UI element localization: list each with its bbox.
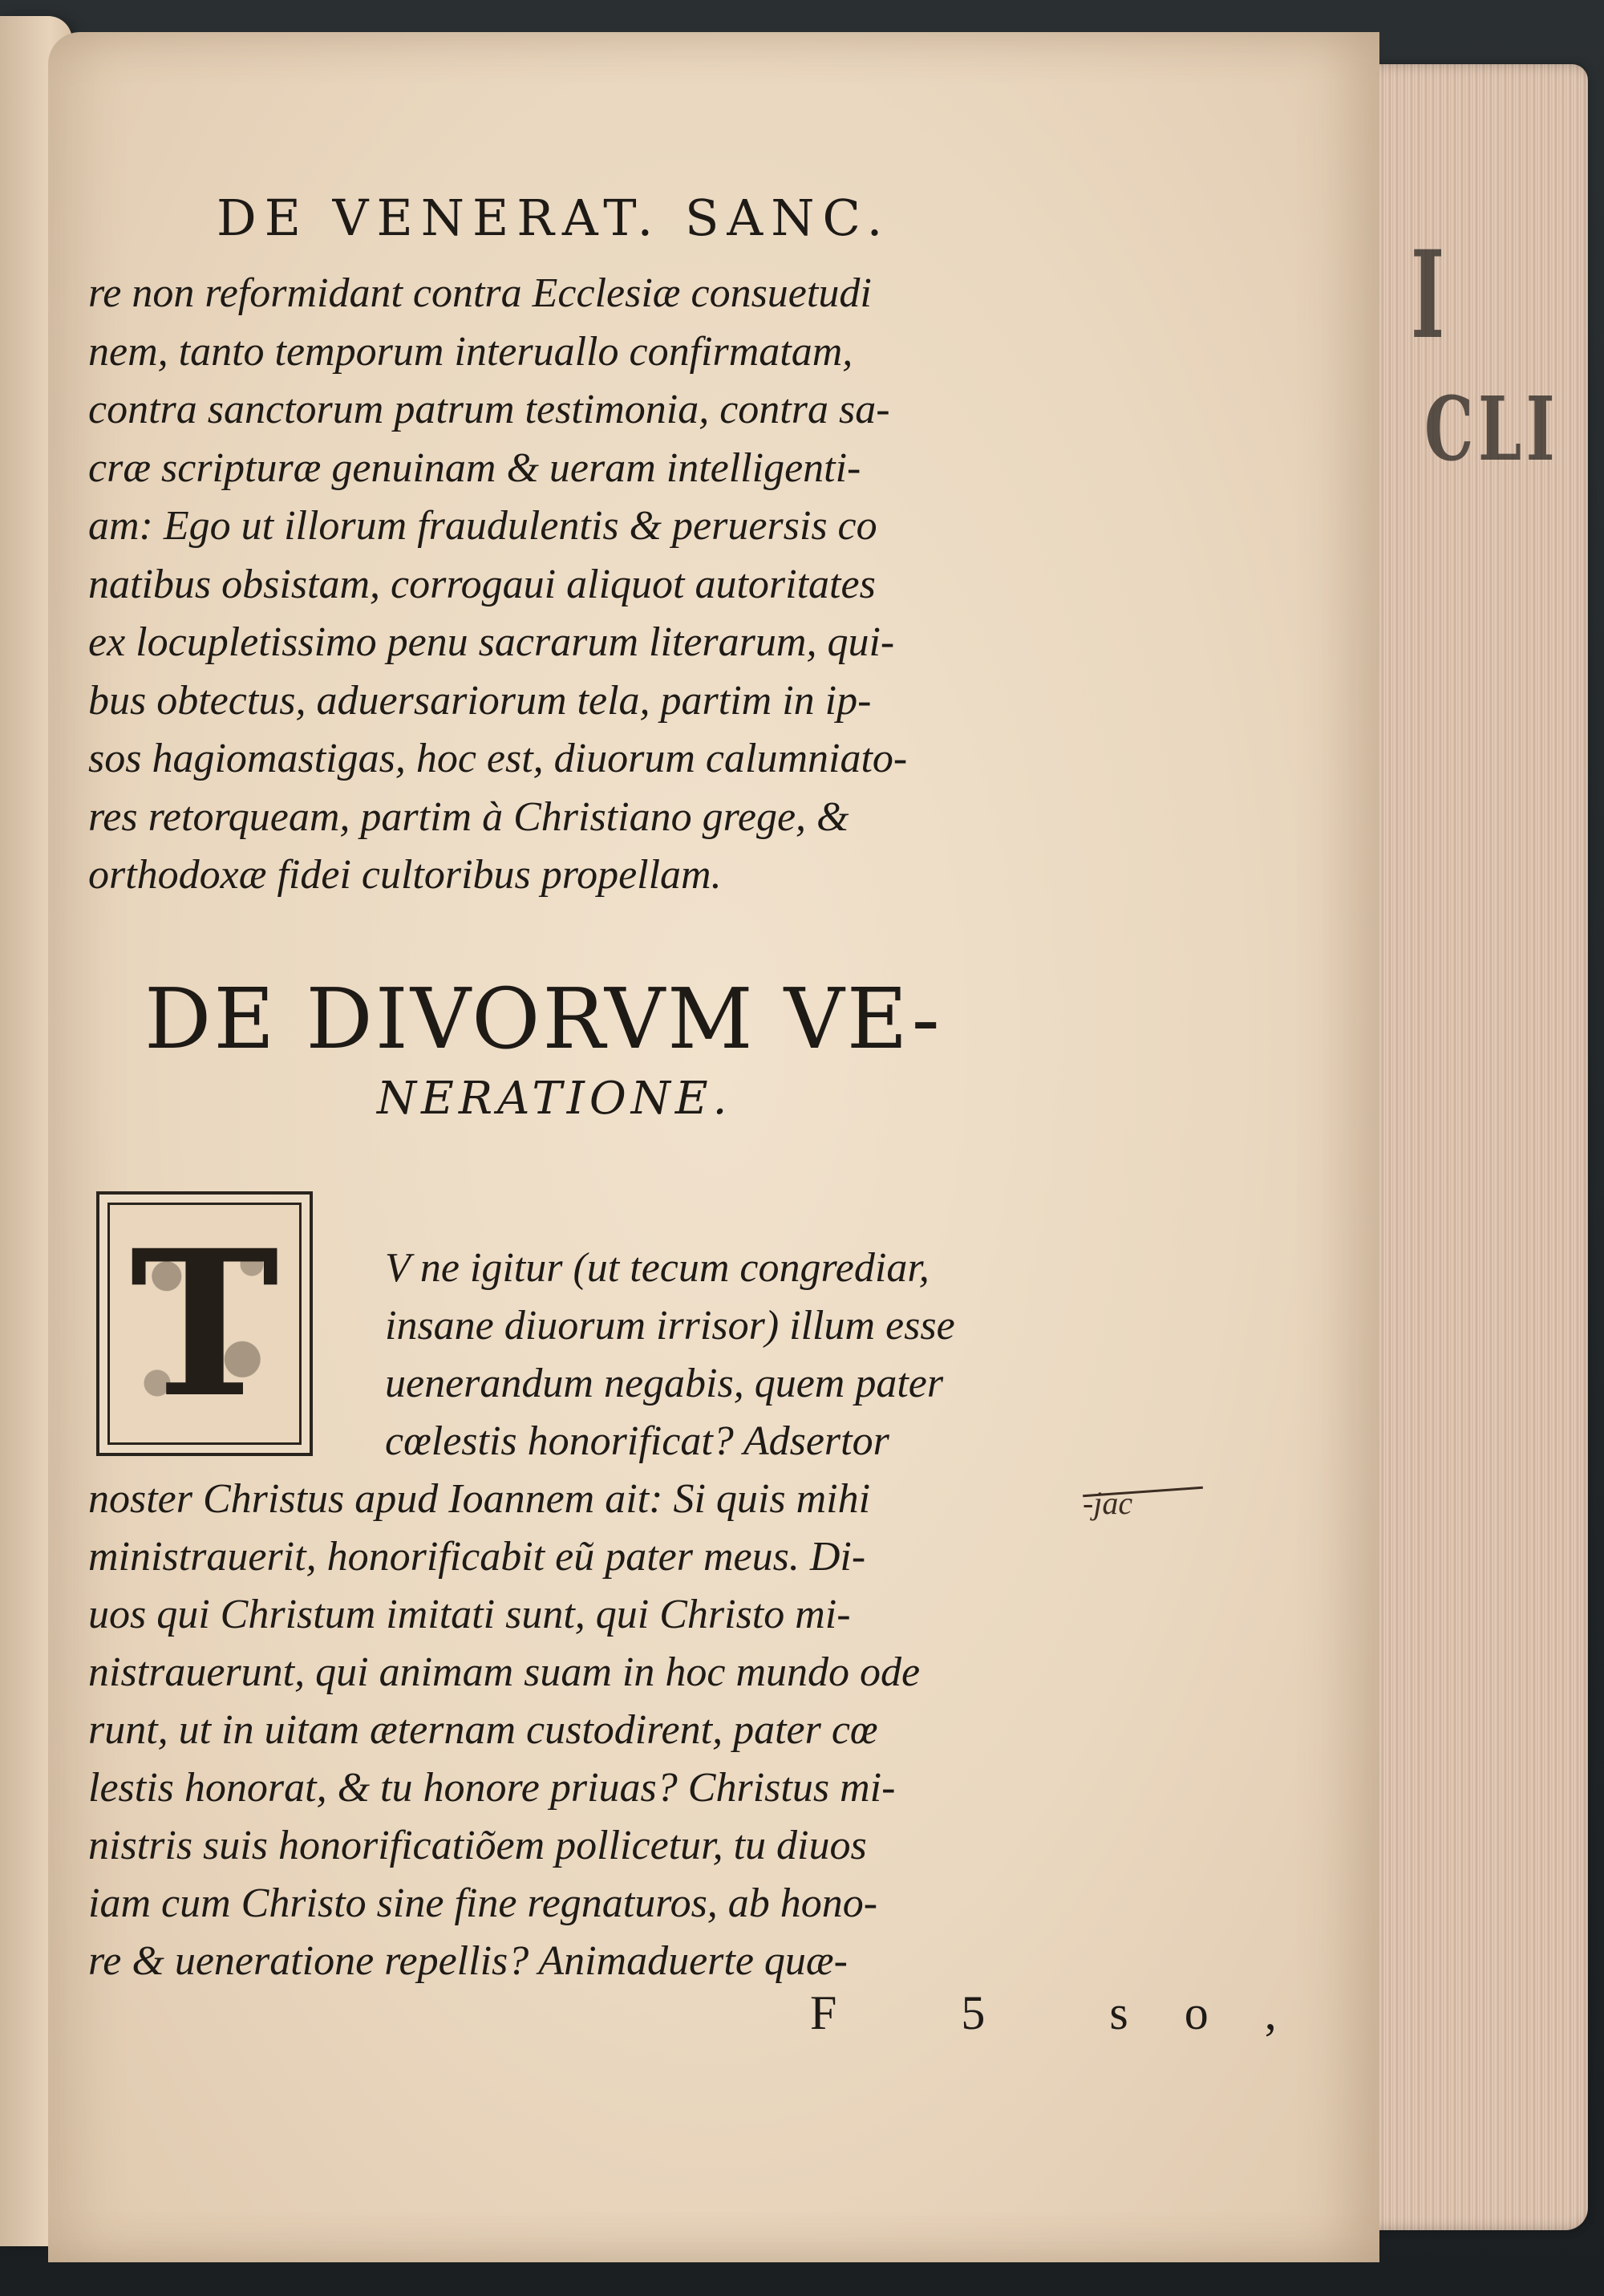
paragraph-body [88,1239,1107,1990]
text-line: cœlestis honorificat? Adsertor [385,1418,889,1464]
text-line: re non reformidant contra Ecclesiæ consuetudi [88,270,872,316]
text-line: nistris suis honorificatiõem pollicetur, tu diuos [88,1823,867,1868]
text-line: V ne igitur (ut tecum congrediar, [385,1245,930,1291]
text-line: ministrauerit, honorificabit eũ pater meus. Di- [88,1534,866,1580]
page [48,32,1379,2262]
heading-line-1: DE DIVORVM VE- [144,970,942,1068]
text-line: noster Christus apud Ioannem ait: Si quis mihi [88,1476,871,1522]
text-line: insane diuorum irrisor) illum esse [385,1303,955,1349]
edge-mark-2: CLI [1424,377,1560,481]
text-line: ex locupletissimo penu sacrarum literarum, qui- [88,619,895,665]
text-line: sos hagiomastigas, hoc est, diuorum calumniato- [88,736,908,781]
text-line: iam cum Christo sine fine regnaturos, ab hono- [88,1880,878,1926]
text-line: orthodoxæ fidei cultoribus propellam. [88,852,722,898]
text-line: res retorqueam, partim à Christiano grege, & [88,793,849,840]
text-line: uos qui Christum imitati sunt, qui Christo mi- [88,1592,851,1637]
text-line: re & ueneratione repellis? Animaduerte quæ- [88,1938,848,1984]
text-line: bus obtectus, aduersariorum tela, partim in ip- [88,677,872,724]
section-heading [144,971,1043,1131]
text-line: uenerandum negabis, quem pater [385,1361,944,1406]
text-line: lestis honorat, & tu honore priuas? Christus mi- [88,1765,896,1811]
text-line: cræ scripturæ genuinam & ueram intelligenti- [88,444,861,491]
text-line: runt, ut in uitam æternam custodirent, pater cœ [88,1707,878,1753]
edge-mark-1: I [1411,225,1445,366]
text-line: contra sanctorum patrum testimonia, contra sa- [88,387,890,432]
handwritten-margin-note: -jac [1083,1485,1133,1521]
text-line: am: Ego ut illorum fraudulentis & peruersis co [88,503,877,549]
heading-line-2: NERATIONE. [377,1073,732,1125]
signature-mark: F 5 so, [810,1986,1333,2039]
paragraph-top [88,265,1107,905]
text-line: nem, tanto temporum interuallo confirmatam, [88,328,853,375]
text-line: natibus obsistam, corrogaui aliquot autoritates [88,561,876,607]
running-head: DE VENERAT. SANC. [217,189,891,247]
text-line: nistrauerunt, qui animam suam in hoc mundo ode [88,1649,921,1695]
initial-letter: T [129,1206,280,1442]
